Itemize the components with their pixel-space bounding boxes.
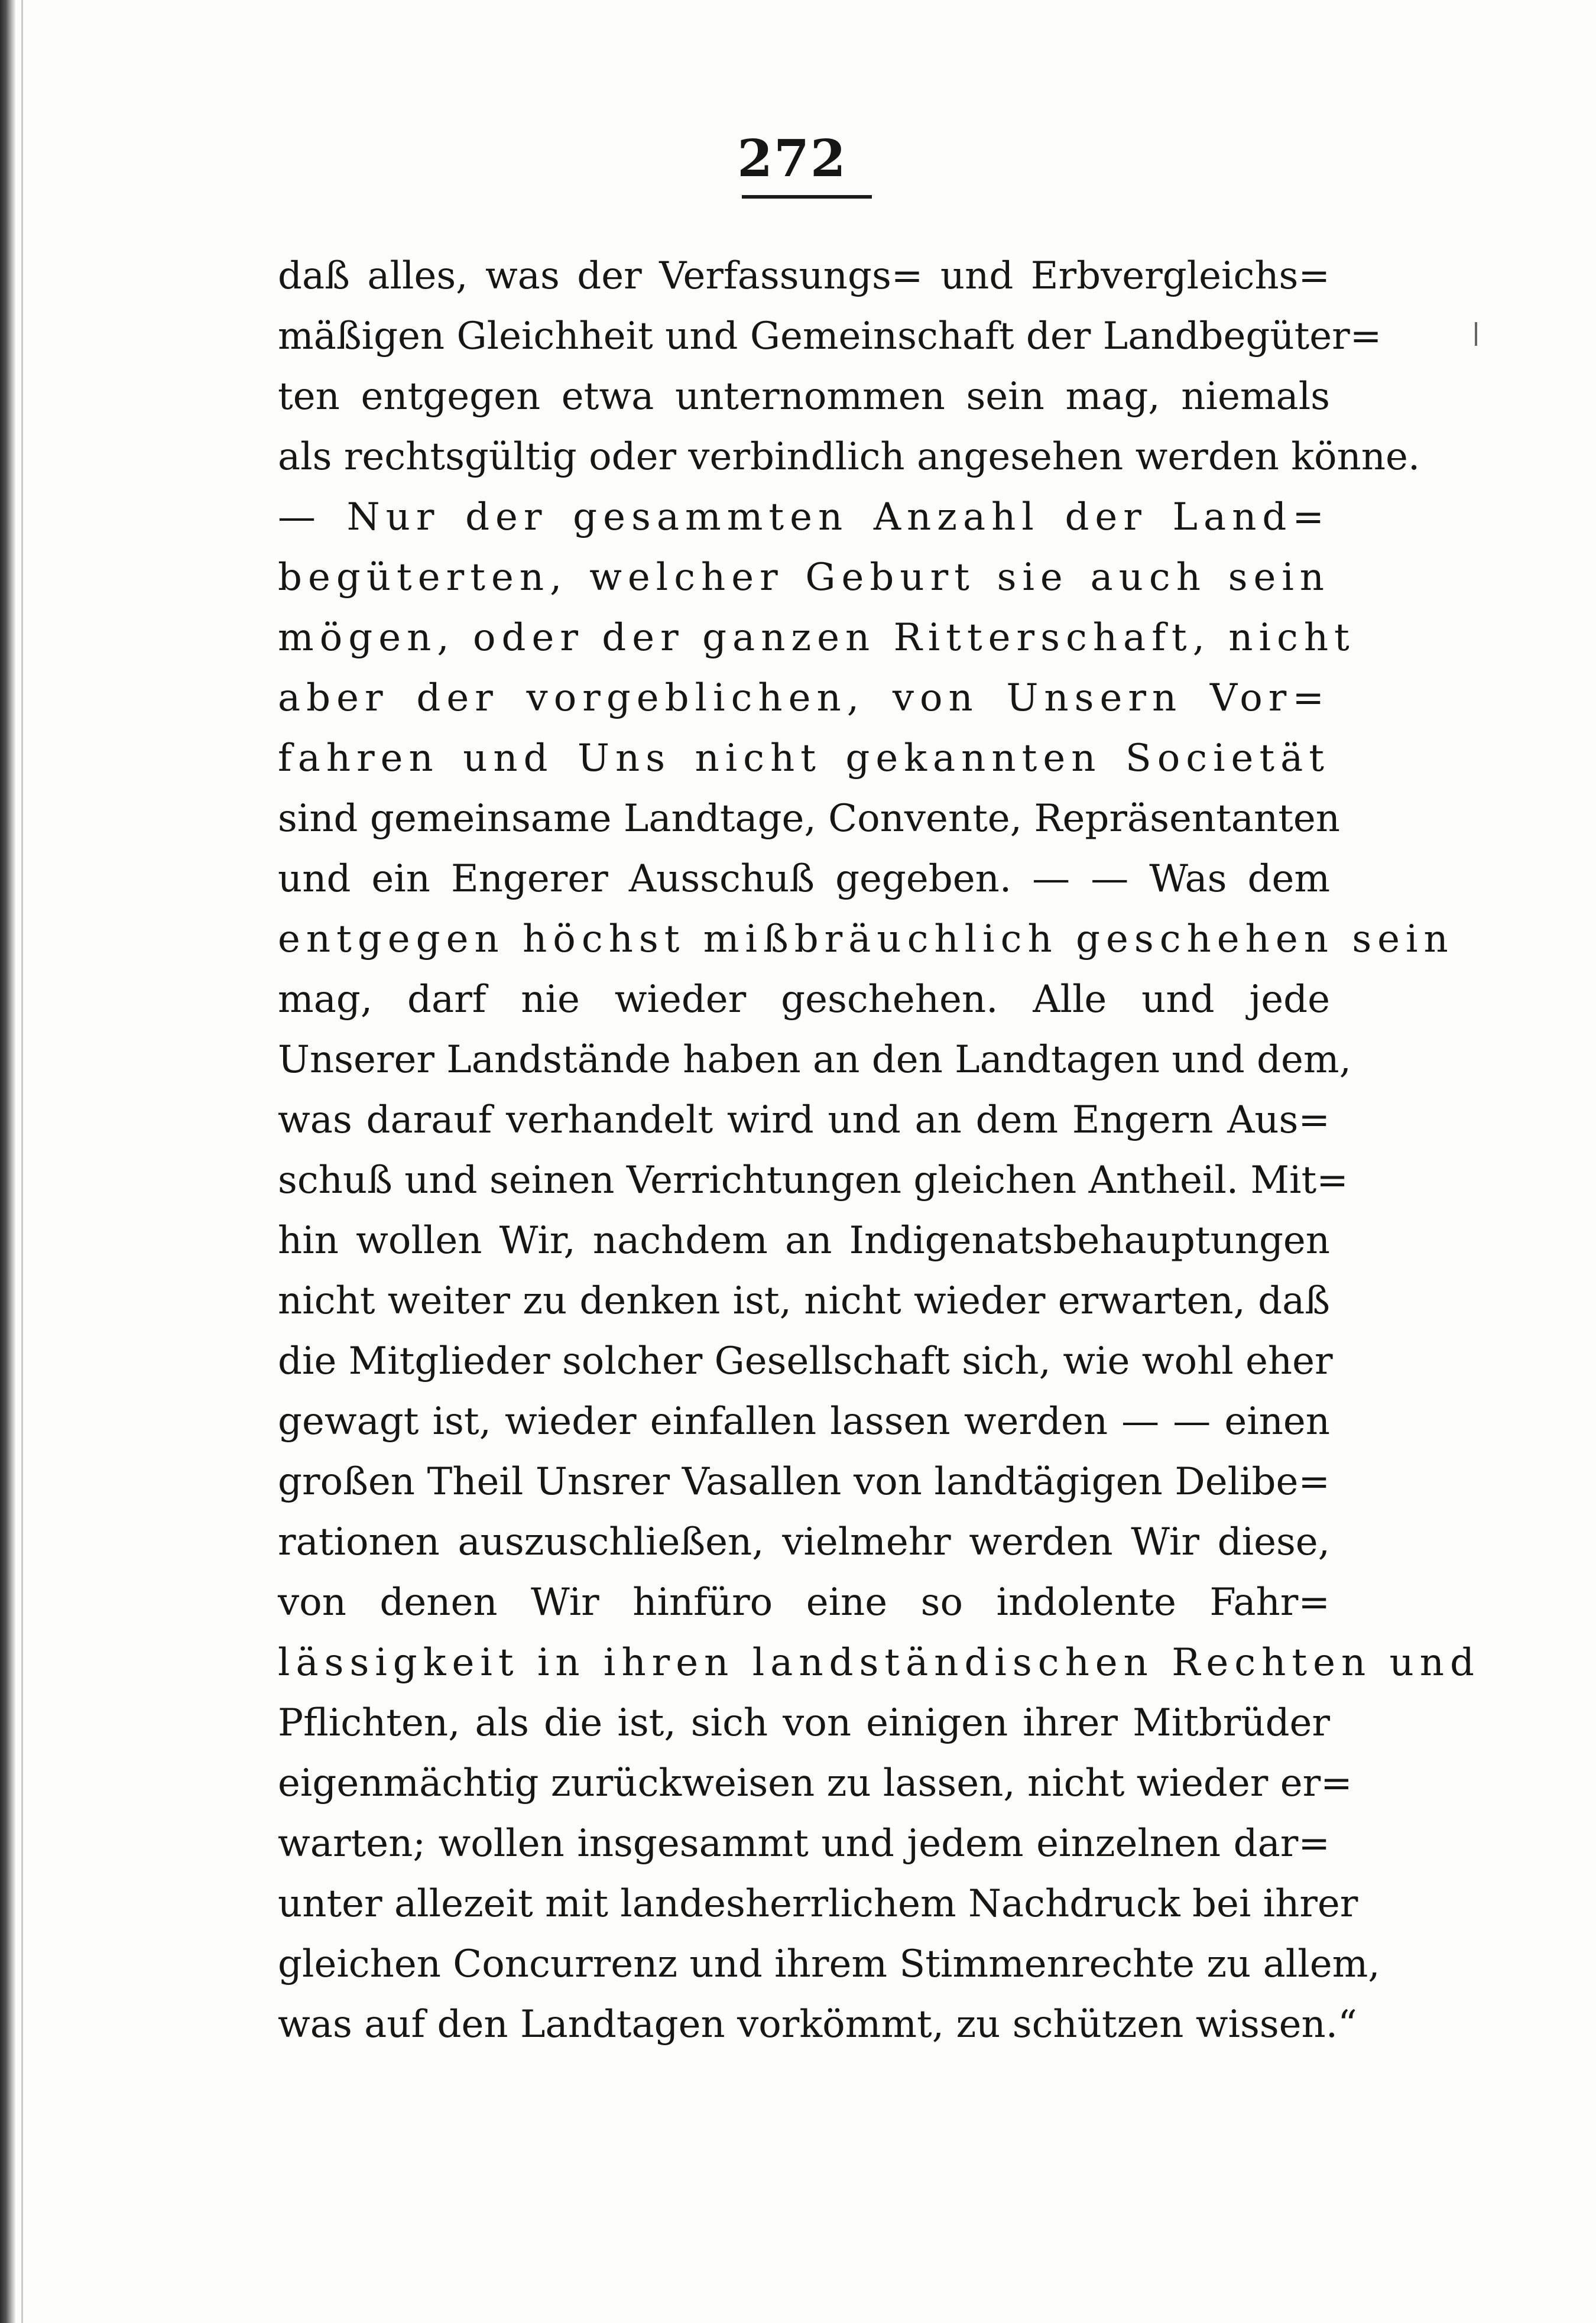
text-line: ten entgegen etwa unternommen sein mag, niemals — [278, 375, 1330, 418]
spine-edge-line — [21, 0, 23, 2323]
text-line: was darauf verhandelt wird und an dem Engern Aus= — [278, 1098, 1330, 1142]
text-line: und ein Engerer Ausschuß gegeben. — — Was dem — [278, 857, 1330, 901]
text-line: mag, darf nie wieder geschehen. Alle und jede — [278, 978, 1330, 1021]
page-number-rule — [742, 195, 872, 199]
text-line: mögen, oder der ganzen Ritterschaft, nicht — [278, 616, 1355, 660]
text-line: eigenmächtig zurückweisen zu lassen, nicht wieder er= — [278, 1761, 1352, 1805]
text-line: unter allezeit mit landesherrlichem Nachdruck bei ihrer — [278, 1882, 1358, 1926]
text-line: als rechtsgültig oder verbindlich angesehen werden könne. — [278, 435, 1420, 479]
text-line: von denen Wir hinfüro eine so indolente Fahr= — [278, 1581, 1330, 1624]
text-line: begüterten, welcher Geburt sie auch sein — [278, 556, 1330, 599]
text-line: entgegen höchst mißbräuchlich geschehen sein — [278, 917, 1454, 961]
text-line: Unserer Landstände haben an den Landtagen und dem, — [278, 1038, 1351, 1082]
text-line: gewagt ist, wieder einfallen lassen werden — — einen — [278, 1400, 1330, 1443]
text-line: großen Theil Unsrer Vasallen von landtägigen Delibe= — [278, 1460, 1330, 1504]
text-line: Pflichten, als die ist, sich von einigen ihrer Mitbrüder — [278, 1701, 1330, 1745]
body-text — [278, 246, 1480, 2055]
book-spine-shadow — [0, 0, 15, 2323]
text-line: aber der vorgeblichen, von Unsern Vor= — [278, 676, 1330, 720]
text-line: gleichen Concurrenz und ihrem Stimmenrechte zu allem, — [278, 1942, 1380, 1986]
text-line: mäßigen Gleichheit und Gemeinschaft der Landbegüter= — [278, 314, 1382, 358]
text-line: nicht weiter zu denken ist, nicht wieder erwarten, daß — [278, 1279, 1330, 1323]
text-line: daß alles, was der Verfassungs= und Erbvergleichs= — [278, 254, 1330, 298]
text-line: hin wollen Wir, nachdem an Indigenatsbehauptungen — [278, 1219, 1330, 1263]
text-line: schuß und seinen Verrichtungen gleichen Antheil. Mit= — [278, 1159, 1348, 1202]
text-line: fahren und Uns nicht gekannten Societät — [278, 737, 1330, 780]
text-line: sind gemeinsame Landtage, Convente, Repräsentanten — [278, 797, 1340, 841]
text-line: lässigkeit in ihren landständischen Rechten und — [278, 1641, 1480, 1685]
text-line: — Nur der gesammten Anzahl der Land= — [278, 495, 1330, 539]
text-line: rationen auszuschließen, vielmehr werden Wir diese, — [278, 1520, 1330, 1564]
margin-mark — [1475, 322, 1477, 346]
page-number: 272 — [737, 129, 847, 189]
text-line: die Mitglieder solcher Gesellschaft sich, wie wohl eher — [278, 1339, 1333, 1383]
text-line: was auf den Landtagen vorkömmt, zu schützen wissen.“ — [278, 2003, 1357, 2046]
text-line: warten; wollen insgesammt und jedem einzelnen dar= — [278, 1822, 1330, 1865]
